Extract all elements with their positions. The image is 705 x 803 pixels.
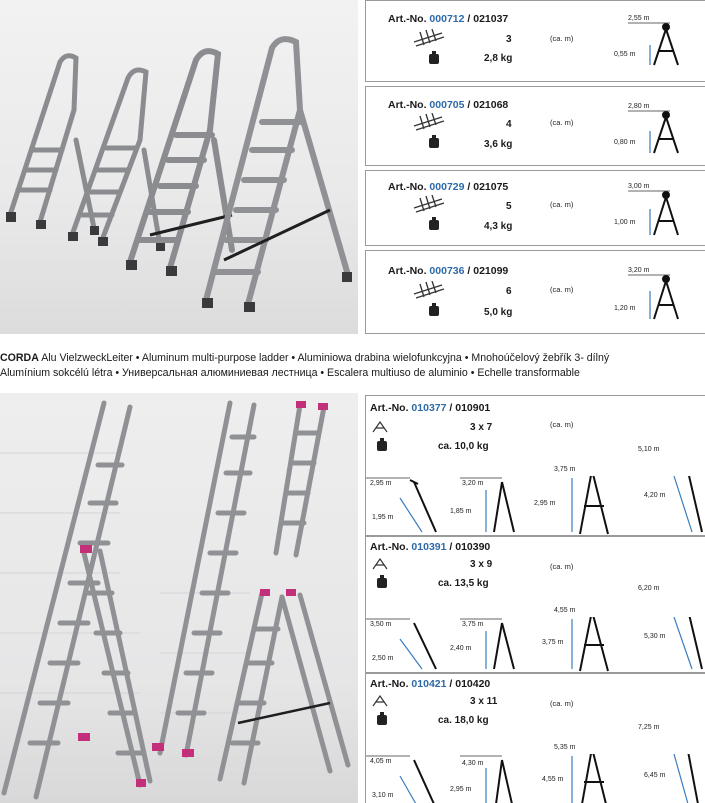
approx-unit: (ca. m) (550, 285, 574, 294)
ladder-config: 3 x 11 (470, 696, 498, 707)
ladder-step-icon (412, 195, 446, 218)
ladder-config: 3 x 7 (470, 422, 493, 433)
stepladder-spec-card (365, 0, 705, 82)
weight-icon (428, 303, 440, 322)
weight: 5,0 kg (484, 307, 513, 318)
ladder-config-icon (372, 420, 390, 438)
approx-unit: (ca. m) (550, 200, 574, 209)
article-number: Art.-No. 000729 / 021075 (388, 181, 509, 193)
dim-c-top: 4,55 m (554, 607, 576, 614)
ladder-step-icon (412, 113, 446, 136)
weight-icon (428, 217, 440, 236)
multiladder-spec-card (365, 673, 705, 803)
dim-d-length: 6,45 m (644, 772, 666, 779)
weight-icon (428, 135, 440, 154)
dim-a-top: 4,05 m (370, 758, 392, 765)
product-tagline-line2: Alumínium sokcélú létra • Универсальная алюминиевая лестница • Escalera multiuso de aluminio • Echelle transformable (0, 367, 580, 379)
dim-a-length: 2,50 m (372, 655, 394, 662)
step-count: 3 (506, 34, 512, 45)
ladder-step-icon (412, 281, 446, 304)
ladder-config-icon (372, 557, 390, 575)
dim-a-length: 1,95 m (372, 514, 394, 521)
dim-d-top: 5,10 m (638, 446, 660, 453)
platform-height: 1,00 m (614, 219, 636, 226)
dim-c-length: 4,55 m (542, 776, 564, 783)
dim-b-length: 1,85 m (450, 508, 472, 515)
platform-height: 1,20 m (614, 305, 636, 312)
multiladder-photo (0, 393, 358, 803)
dim-d-length: 5,30 m (644, 633, 666, 640)
working-height: 2,80 m (628, 103, 650, 110)
step-count: 4 (506, 119, 512, 130)
dim-b-length: 2,40 m (450, 645, 472, 652)
ladder-config: 3 x 9 (470, 559, 493, 570)
step-count: 6 (506, 286, 512, 297)
dim-c-top: 3,75 m (554, 466, 576, 473)
weight-icon (428, 51, 440, 70)
weight: ca. 13,5 kg (438, 578, 489, 589)
weight-icon (376, 575, 388, 594)
article-number: Art.-No. 010391 / 010390 (370, 541, 491, 553)
approx-unit: (ca. m) (550, 562, 574, 571)
stepladder-diagram-icon (628, 273, 684, 321)
step-count: 5 (506, 201, 512, 212)
weight: ca. 18,0 kg (438, 715, 489, 726)
working-height: 3,20 m (628, 267, 650, 274)
dim-a-top: 3,50 m (370, 621, 392, 628)
dim-d-top: 6,20 m (638, 585, 660, 592)
usage-diagrams (366, 476, 705, 536)
weight: ca. 10,0 kg (438, 441, 489, 452)
dim-a-length: 3,10 m (372, 792, 394, 799)
brand-name: CORDA (0, 352, 39, 364)
product-tagline-line1: CORDA Alu VielzweckLeiter • Aluminum multi-purpose ladder • Aluminiowa drabina wielofunkcyjna • Mnohoúčelový žebřík 3- dílný (0, 352, 610, 364)
working-height: 3,00 m (628, 183, 650, 190)
usage-diagrams (366, 617, 705, 673)
dim-b-top: 4,30 m (462, 760, 484, 767)
dim-b-top: 3,20 m (462, 480, 484, 487)
weight-icon (376, 712, 388, 731)
usage-diagrams (366, 754, 705, 803)
dim-c-length: 2,95 m (534, 500, 556, 507)
dim-b-length: 2,95 m (450, 786, 472, 793)
article-number: Art.-No. 000712 / 021037 (388, 13, 509, 25)
stepladder-photo (0, 0, 358, 334)
multiladder-spec-card (365, 395, 705, 536)
working-height: 2,55 m (628, 15, 650, 22)
dim-c-length: 3,75 m (542, 639, 564, 646)
stepladder-diagram-icon (628, 109, 684, 155)
dim-b-top: 3,75 m (462, 621, 484, 628)
ladder-config-icon (372, 694, 390, 712)
dim-c-top: 5,35 m (554, 744, 576, 751)
weight: 3,6 kg (484, 139, 513, 150)
dim-d-length: 4,20 m (644, 492, 666, 499)
stepladder-spec-card (365, 250, 705, 334)
approx-unit: (ca. m) (550, 118, 574, 127)
article-number: Art.-No. 010377 / 010901 (370, 402, 491, 414)
article-number: Art.-No. 000705 / 021068 (388, 99, 509, 111)
stepladder-diagram-icon (628, 21, 684, 67)
platform-height: 0,55 m (614, 51, 636, 58)
approx-unit: (ca. m) (550, 420, 574, 429)
weight-icon (376, 438, 388, 457)
stepladder-illustration (0, 0, 358, 334)
ladder-step-icon (412, 29, 446, 52)
multiladder-illustration (0, 393, 358, 803)
article-number: Art.-No. 000736 / 021099 (388, 265, 509, 277)
weight: 2,8 kg (484, 53, 513, 64)
stepladder-spec-card (365, 86, 705, 166)
article-number: Art.-No. 010421 / 010420 (370, 678, 491, 690)
multiladder-spec-card (365, 536, 705, 673)
weight: 4,3 kg (484, 221, 513, 232)
dim-a-top: 2,95 m (370, 480, 392, 487)
platform-height: 0,80 m (614, 139, 636, 146)
approx-unit: (ca. m) (550, 699, 574, 708)
dim-d-top: 7,25 m (638, 724, 660, 731)
stepladder-spec-card (365, 170, 705, 246)
stepladder-diagram-icon (628, 189, 684, 237)
approx-unit: (ca. m) (550, 34, 574, 43)
